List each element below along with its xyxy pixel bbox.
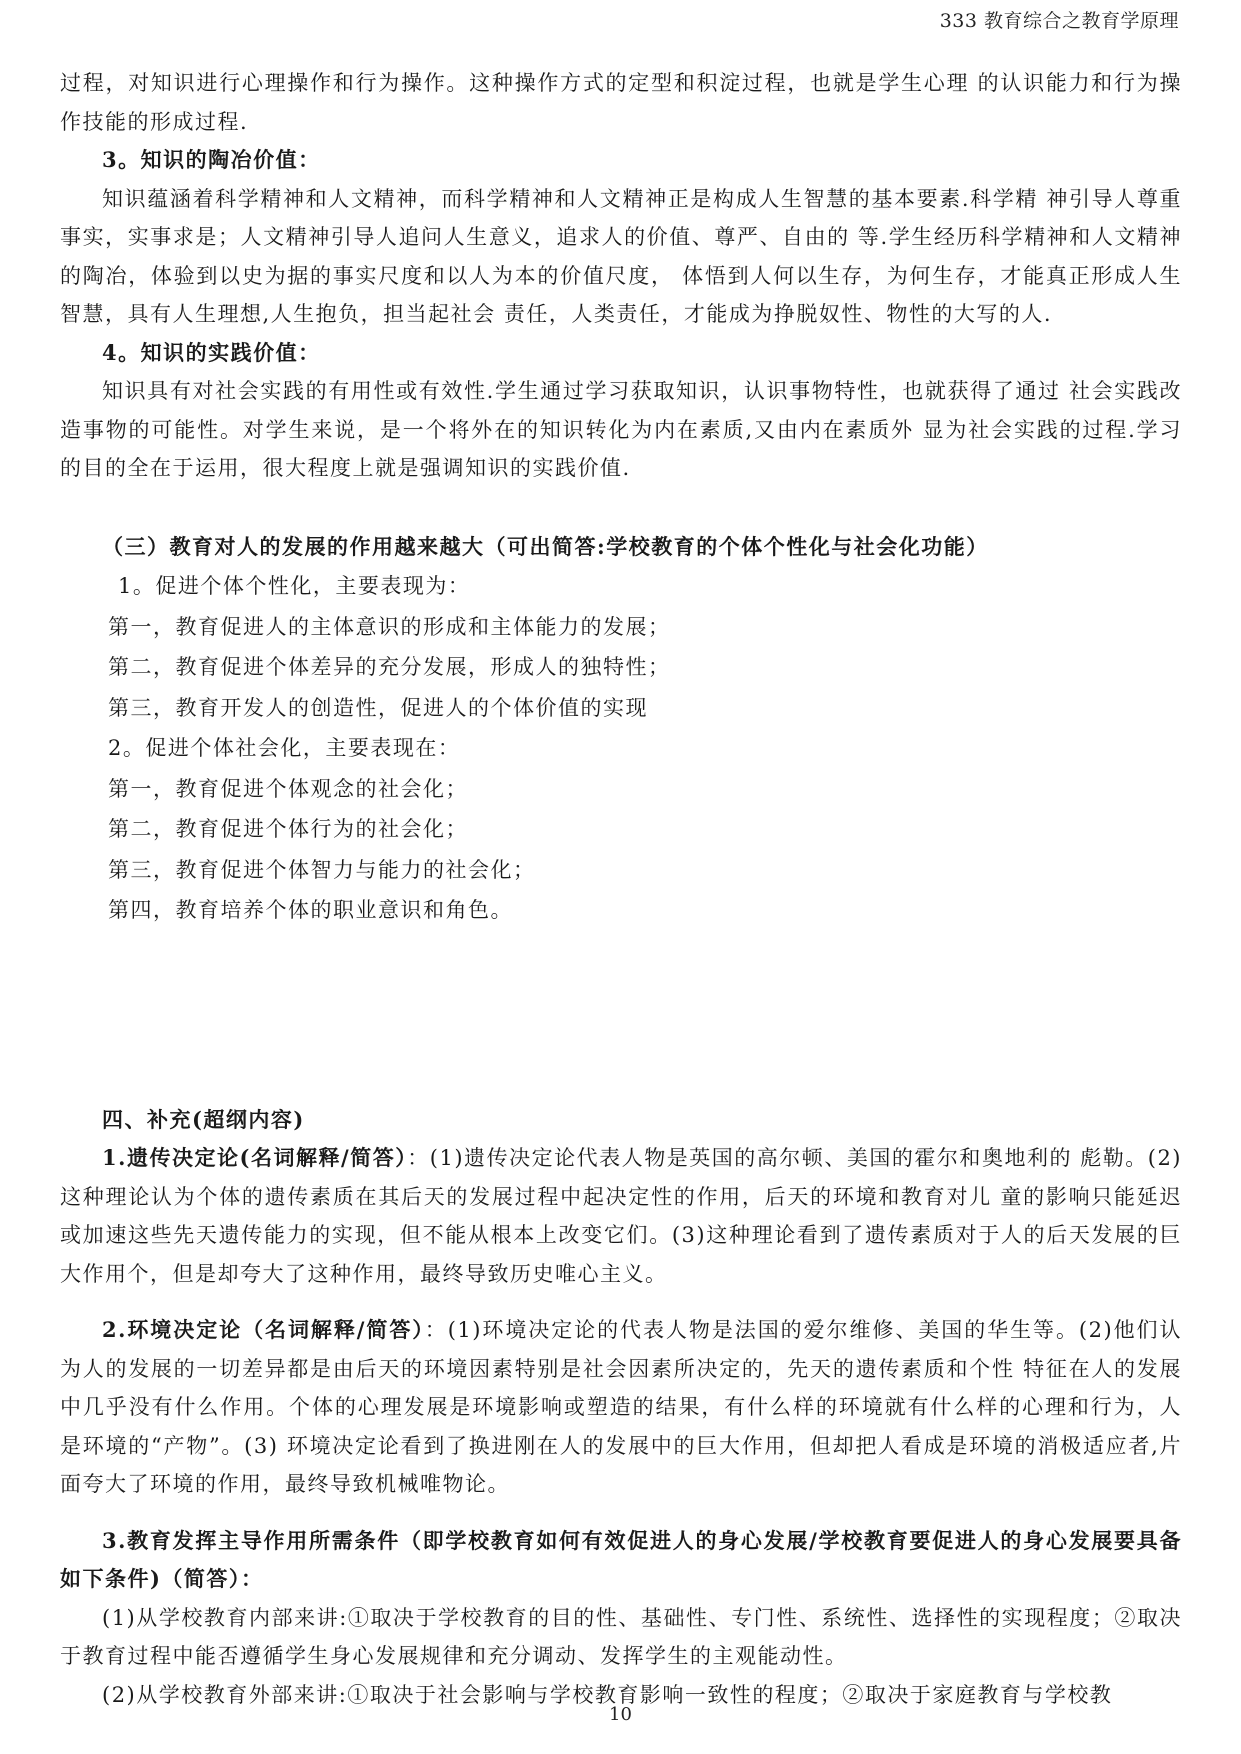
heading-colon: ：	[240, 1566, 264, 1591]
section-four-heading: 四、补充(超纲内容)	[102, 1106, 305, 1132]
page-header: 333 教育综合之教育学原理	[939, 10, 1179, 32]
paragraph-cultivation-value: 知识蕴涵着科学精神和人文精神，而科学精神和人文精神正是构成人生智慧的基本要素.科学精 神引导人尊重事实，实事求是；人文精神引导人追问人生意义，追求人的价值、尊严、自由的 等.学生经历科学精神和人文精神的陶冶，体验到以史为据的事实尺度和以人为本的价值尺度， 体悟到人何以生存，为何生存，才能真正形成人生智慧，具有人生理想,人生抱负，担当起社会 责任，人类责任，才能成为挣脱奴性、物性的大写的人.	[60, 186, 1182, 326]
term-education-conditions: 3.教育发挥主导作用所需条件（即学校教育如何有效促进人的身心发展/学校教育要促进人的身心发展要具备如下条件)（简答）	[60, 1527, 1182, 1591]
paragraph-heredity-determinism	[60, 1139, 1182, 1293]
term-heredity-determinism: 1.遗传决定论(名词解释/简答）	[102, 1145, 408, 1170]
paragraph-practice-value: 知识具有对社会实践的有用性或有效性.学生通过学习获取知识，认识事物特性，也就获得了通过 社会实践改造事物的可能性。对学生来说，是一个将外在的知识转化为内在素质,又由内在素质外 显为社会实践的过程.学习的目的全在于运用，很大程度上就是强调知识的实践价值.	[60, 379, 1182, 480]
term-environment-determinism: 2.环境决定论（名词解释/简答）	[102, 1317, 425, 1342]
heading-practice-value: 4。知识的实践价值：	[102, 339, 321, 365]
list-item: 2。促进个体社会化，主要表现在：	[108, 736, 461, 760]
paragraph-internal-conditions: (1)从学校教育内部来讲:①取决于学校教育的目的性、基础性、专门性、系统性、选择性的实现程度；②取决于教育过程中能否遵循学生身心发展规律和充分调动、发挥学生的主观能动性。	[60, 1605, 1182, 1668]
list-item: 第一，教育促进个体观念的社会化；	[108, 776, 468, 801]
text-heredity-determinism: ：(1)遗传决定论代表人物是英国的高尔顿、美国的霍尔和奥地利的 彪勒。(2)这种理论认为个体的遗传素质在其后天的发展过程中起决定性的作用，后天的环境和教育对儿 童的影响只能延迟或加速这些先天遗传能力的实现，但不能从根本上改变它们。(3)这种理论看到了遗传素质对于人的后天发展的巨大作用个，但是却夸大了这种作用，最终导致历史唯心主义。	[60, 1146, 1182, 1286]
list-item: 第二，教育促进个体行为的社会化；	[108, 817, 468, 841]
heading-cultivation-value: 3。知识的陶冶价值：	[102, 147, 321, 172]
list-item: 1。促进个体个性化，主要表现为：	[118, 574, 471, 598]
list-item: 第一，教育促进人的主体意识的形成和主体能力的发展；	[108, 614, 671, 639]
document-body	[60, 64, 1182, 1714]
text-environment-determinism: ：(1)环境决定论的代表人物是法国的爱尔维修、美国的华生等。(2)他们认为人的发展的一切差异都是由后天的环境因素特别是社会因素所决定的，先天的遗传素质和个性 特征在人的发展中几乎没有什么作用。个体的心理发展是环境影响或塑造的结果，有什么样的环境就有什么样的心理和行为，人是环境的“产物”。(3) 环境决定论看到了换进刚在人的发展中的巨大作用，但却把人看成是环境的消极适应者,片面夸大了环境的作用，最终导致机械唯物论。	[60, 1318, 1182, 1496]
heading-education-conditions	[60, 1522, 1182, 1599]
paragraph-environment-determinism	[60, 1311, 1182, 1504]
list-item: 第三，教育促进个体智力与能力的社会化；	[108, 857, 536, 882]
page-number: 10	[609, 1704, 632, 1725]
list-item: 第三，教育开发人的创造性，促进人的个体价值的实现	[108, 695, 648, 720]
paragraph-external-conditions: (2)从学校教育外部来讲:①取决于社会影响与学校教育影响一致性的程度；②取决于家庭教育与学校教	[102, 1682, 1113, 1707]
list-item: 第二，教育促进个体差异的充分发展，形成人的独特性；	[108, 655, 671, 679]
section-three-heading: （三）教育对人的发展的作用越来越大（可出简答:学校教育的个体个性化与社会化功能）	[102, 533, 989, 559]
paragraph-continuation: 过程，对知识进行心理操作和行为操作。这种操作方式的定型和积淀过程，也就是学生心理 的认识能力和行为操作技能的形成过程.	[60, 71, 1182, 134]
list-item: 第四，教育培养个体的职业意识和角色。	[108, 898, 513, 922]
